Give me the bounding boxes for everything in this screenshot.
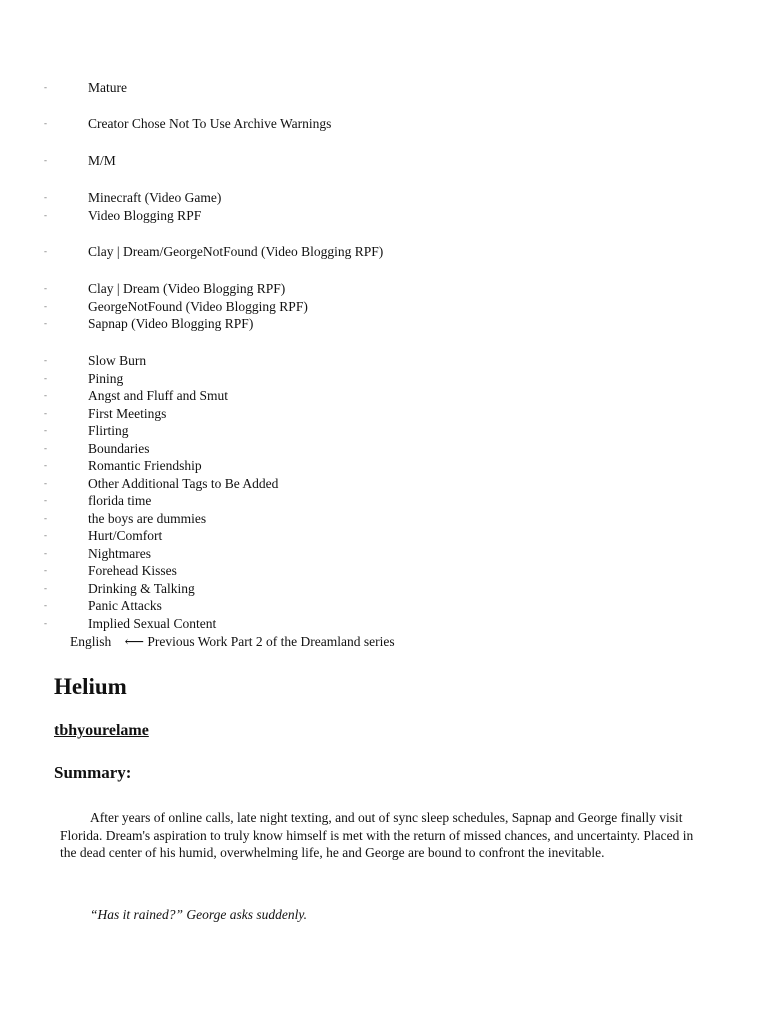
summary-text: After years of online calls, late night texting, and out of sync sleep schedules, Sapnap and George finally visit Florida. Dream's aspiration to truly know himself is met with the return of missed chances, and uncertainty. Placed in the dead center of his humid, overwhelming life, he and George are bound to confront the inevitable. bbox=[60, 810, 694, 860]
tag-item[interactable]: - First Meetings bbox=[0, 405, 700, 423]
tag-item[interactable]: - Drinking & Talking bbox=[0, 580, 700, 598]
tag-item[interactable]: - Pining bbox=[0, 370, 700, 388]
warning-tags bbox=[0, 115, 700, 133]
tag-item[interactable]: - Sapnap (Video Blogging RPF) bbox=[0, 315, 700, 333]
previous-work-link[interactable]: ⟵ Previous Work bbox=[124, 634, 228, 649]
tag-item[interactable]: - the boys are dummies bbox=[0, 510, 700, 528]
tag-item[interactable]: - Romantic Friendship bbox=[0, 457, 700, 475]
summary-heading: Summary: bbox=[54, 763, 132, 782]
character-tags bbox=[0, 280, 700, 333]
fandom-tags bbox=[0, 189, 700, 224]
tag-item[interactable]: - Slow Burn bbox=[0, 352, 700, 370]
tag-item[interactable]: - GeorgeNotFound (Video Blogging RPF) bbox=[0, 298, 700, 316]
tag-item[interactable]: - Forehead Kisses bbox=[0, 562, 700, 580]
relationship-tags bbox=[0, 243, 700, 261]
tag-item[interactable]: - Hurt/Comfort bbox=[0, 527, 700, 545]
tag-item[interactable]: - Mature bbox=[0, 79, 700, 97]
tag-item[interactable]: - Clay | Dream (Video Blogging RPF) bbox=[0, 280, 700, 298]
tag-item[interactable]: - Creator Chose Not To Use Archive Warnings bbox=[0, 115, 700, 133]
tag-item[interactable]: - Flirting bbox=[0, 422, 700, 440]
tag-item[interactable]: - M/M bbox=[0, 152, 700, 170]
tag-item[interactable]: - Boundaries bbox=[0, 440, 700, 458]
tag-item[interactable]: - Minecraft (Video Game) bbox=[0, 189, 700, 207]
tag-item[interactable]: - Implied Sexual Content bbox=[0, 615, 700, 633]
tag-item[interactable]: - Video Blogging RPF bbox=[0, 207, 700, 225]
tag-item[interactable]: - Panic Attacks bbox=[0, 597, 700, 615]
rating-tags bbox=[0, 79, 700, 97]
freeform-tags bbox=[0, 352, 700, 632]
work-meta-line bbox=[70, 633, 395, 651]
author-link[interactable]: tbhyourelame bbox=[54, 722, 149, 739]
tag-item[interactable]: - florida time bbox=[0, 492, 700, 510]
tag-item[interactable]: - Nightmares bbox=[0, 545, 700, 563]
first-line: “Has it rained?” George asks suddenly. bbox=[90, 907, 307, 922]
category-tags bbox=[0, 152, 700, 170]
tag-item[interactable]: - Angst and Fluff and Smut bbox=[0, 387, 700, 405]
series-info[interactable]: Part 2 of the Dreamland series bbox=[230, 634, 395, 649]
work-title: Helium bbox=[54, 674, 127, 699]
tag-item[interactable]: - Other Additional Tags to Be Added bbox=[0, 475, 700, 493]
tag-item[interactable]: - Clay | Dream/GeorgeNotFound (Video Blogging RPF) bbox=[0, 243, 700, 261]
language: English bbox=[70, 634, 112, 649]
